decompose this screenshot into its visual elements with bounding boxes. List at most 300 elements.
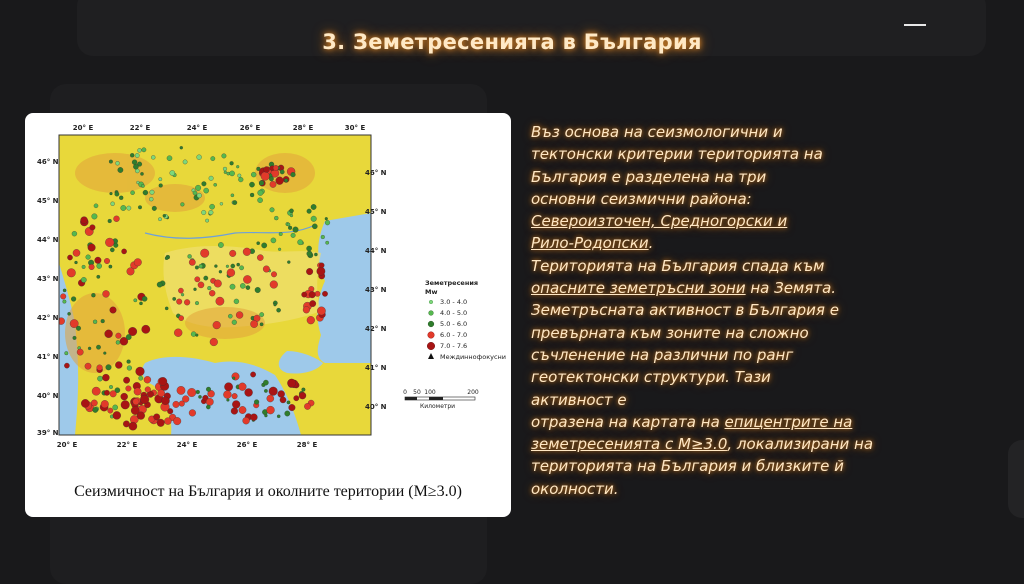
earthquake-dot — [299, 392, 306, 399]
seismicity-map — [25, 113, 511, 453]
earthquake-dot — [140, 395, 149, 404]
text-line — [531, 232, 951, 254]
earthquake-dot — [223, 167, 227, 171]
earthquake-dot — [243, 275, 251, 283]
earthquake-dot — [173, 417, 181, 425]
earthquake-dot — [181, 203, 185, 207]
earthquake-dot — [224, 383, 232, 391]
earthquake-dot — [311, 216, 317, 222]
earthquake-dot — [101, 400, 109, 408]
legend-label: 5.0 - 6.0 — [440, 320, 468, 328]
earthquake-dot — [134, 388, 141, 395]
earthquake-dot — [276, 177, 284, 185]
earthquake-dot — [178, 288, 183, 293]
earthquake-dot — [115, 362, 122, 369]
earthquake-dot — [307, 246, 312, 251]
earthquake-dot — [214, 265, 217, 268]
earthquake-dot — [258, 198, 263, 203]
earthquake-dot — [129, 422, 137, 430]
earthquake-dot — [267, 406, 275, 414]
earthquake-dot — [139, 376, 143, 380]
earthquake-dot — [109, 265, 112, 268]
earthquake-dot — [302, 292, 307, 297]
earthquake-dot — [135, 153, 139, 157]
earthquake-dot — [274, 303, 277, 306]
legend-label: 3.0 - 4.0 — [440, 298, 468, 306]
earthquake-dot — [114, 216, 120, 222]
lat-label-left: 44° N — [37, 236, 59, 244]
lon-label-top: 22° E — [129, 124, 151, 132]
lon-label-bottom: 24° E — [176, 441, 198, 449]
lat-label-right: 40° N — [365, 403, 387, 411]
earthquake-dot — [131, 191, 135, 195]
lat-label-left: 43° N — [37, 275, 59, 283]
side-panel — [1008, 440, 1024, 518]
earthquake-dot — [263, 266, 270, 273]
lon-label-bottom: 26° E — [236, 441, 258, 449]
lat-label-right: 46° N — [365, 169, 387, 177]
rilo-rodopski-link[interactable]: Рило-Родопски — [531, 234, 649, 253]
earthquake-dot — [181, 293, 184, 296]
earthquake-dot — [189, 410, 196, 417]
earthquake-dot — [287, 401, 290, 404]
earthquake-dot — [234, 299, 239, 304]
earthquake-dot — [126, 386, 132, 392]
legend-marker — [427, 342, 435, 350]
earthquake-dot — [303, 306, 310, 313]
earthquake-dot — [159, 377, 167, 385]
earthquake-dot — [165, 257, 168, 260]
earthquake-dot — [287, 223, 290, 226]
earthquake-dot — [230, 171, 235, 176]
earthquake-dot — [110, 248, 114, 252]
earthquake-dot — [264, 414, 267, 417]
earthquake-dot — [226, 265, 229, 268]
earthquake-dot — [294, 396, 299, 401]
scale-tick: 100 — [424, 389, 436, 396]
lat-label-left: 40° N — [37, 392, 59, 400]
earthquake-dot — [260, 323, 263, 326]
earthquake-dot — [149, 197, 153, 201]
earthquake-dot — [132, 160, 137, 165]
earthquake-dot — [127, 360, 131, 364]
lat-label-right: 42° N — [365, 325, 387, 333]
earthquake-dot — [143, 190, 148, 195]
earthquake-dot — [159, 178, 162, 181]
earthquake-dot — [73, 336, 77, 340]
earthquake-dot — [108, 219, 112, 223]
lat-label-right: 43° N — [365, 286, 387, 294]
earthquake-dot — [197, 155, 202, 160]
earthquake-dot — [159, 184, 163, 188]
earthquake-dot — [311, 204, 316, 209]
body-text — [531, 121, 951, 500]
earthquake-dot — [213, 321, 221, 329]
earthquake-dot — [105, 330, 113, 338]
text-line — [531, 277, 951, 299]
earthquake-dot — [144, 376, 151, 383]
earthquake-dot — [63, 300, 67, 304]
earthquake-dot — [240, 283, 245, 288]
lon-label-top: 20° E — [72, 124, 94, 132]
earthquake-dot — [306, 268, 313, 275]
earthquake-dot — [257, 242, 260, 245]
earthquake-dot — [75, 261, 78, 264]
text-line: тектонски критерии територията на — [531, 145, 823, 164]
earthquake-dot — [142, 296, 147, 301]
earthquake-dot — [325, 217, 328, 220]
earthquake-dot — [96, 345, 100, 349]
earthquake-dot — [280, 397, 286, 403]
earthquake-dot — [280, 170, 284, 174]
earthquake-dot — [325, 220, 330, 225]
earthquake-dot — [161, 397, 169, 405]
earthquake-dot — [90, 225, 96, 231]
earthquake-dot — [290, 214, 293, 217]
earthquake-dot — [86, 255, 91, 260]
earthquake-dot — [142, 325, 150, 333]
earthquake-dot — [77, 349, 83, 355]
earthquake-dot — [88, 347, 91, 350]
earthquake-dot — [121, 393, 128, 400]
earthquake-dot — [81, 277, 86, 282]
earthquake-dot — [72, 231, 77, 236]
earthquake-dot — [271, 272, 277, 278]
text-line: Територията на България спада към — [531, 256, 825, 275]
earthquake-dot — [67, 255, 72, 260]
earthquake-dot — [71, 297, 76, 302]
earthquake-dot — [322, 291, 327, 296]
earthquake-dot — [270, 181, 276, 187]
lon-label-bottom: 28° E — [296, 441, 318, 449]
earthquake-dot — [255, 287, 261, 293]
earthquake-dot — [67, 269, 76, 278]
earthquake-dot — [130, 153, 134, 157]
earthquake-dot — [104, 390, 109, 395]
earthquake-dot — [142, 148, 146, 152]
earthquake-dot — [123, 421, 129, 427]
earthquake-dot — [239, 266, 243, 270]
earthquake-dot — [97, 275, 100, 278]
dangerous-zones-link[interactable]: опасните земетръсни зони — [531, 279, 746, 298]
text-line: превърната към зоните на сложно — [531, 323, 809, 342]
earthquake-dot — [138, 148, 142, 152]
earthquake-dot — [199, 264, 203, 268]
earthquake-dot — [65, 351, 69, 355]
earthquake-dot — [277, 308, 281, 312]
earthquake-dot — [195, 185, 201, 191]
earthquake-dot — [167, 156, 172, 161]
earthquake-dot — [138, 206, 142, 210]
earthquake-dot — [237, 263, 240, 266]
legend-label: Междиннофокусни — [440, 353, 507, 361]
earthquake-dot — [289, 209, 293, 213]
earthquake-dot — [127, 366, 132, 371]
earthquake-dot — [158, 390, 165, 397]
earthquake-dot — [267, 395, 274, 402]
earthquake-dot — [81, 217, 88, 224]
earthquake-dot — [201, 210, 206, 215]
earthquake-dot — [63, 289, 66, 292]
earthquake-dot — [202, 182, 207, 187]
menu-icon[interactable] — [904, 24, 926, 26]
earthquake-dot — [232, 320, 237, 325]
earthquake-dot — [116, 333, 122, 339]
earthquake-dot — [150, 190, 155, 195]
earthquake-dot — [285, 411, 290, 416]
earthquake-dot — [259, 181, 264, 186]
earthquake-dot — [180, 146, 183, 149]
lon-label-top: 30° E — [344, 124, 366, 132]
earthquake-dot — [179, 401, 185, 407]
lon-label-top: 24° E — [186, 124, 208, 132]
earthquake-dot — [210, 338, 218, 346]
earthquake-dot — [277, 415, 280, 418]
lat-label-left: 45° N — [37, 197, 59, 205]
lon-label-bottom: 20° E — [56, 441, 78, 449]
earthquake-dot — [198, 282, 204, 288]
earthquake-dot — [116, 340, 120, 344]
earthquake-dot — [271, 238, 276, 243]
earthquake-dot — [108, 408, 113, 413]
earthquake-dot — [214, 183, 217, 186]
black-sea — [318, 213, 371, 363]
earthquakes-m3-link[interactable]: земетресенията с М≥3.0 — [531, 435, 728, 454]
earthquake-dot — [245, 389, 253, 397]
epicenters-link[interactable]: епицентрите на — [724, 412, 853, 431]
earthquake-dot — [262, 243, 267, 248]
earthquake-dot — [224, 171, 227, 174]
earthquake-dot — [136, 367, 145, 376]
earthquake-dot — [291, 172, 296, 177]
legend-marker — [429, 300, 433, 304]
earthquake-dot — [119, 196, 123, 200]
earthquake-dot — [269, 387, 278, 396]
legend-marker — [429, 311, 434, 316]
earthquake-dot — [238, 174, 242, 178]
earthquake-dot — [73, 249, 80, 256]
text-line: България е разделена на три — [531, 167, 767, 186]
earthquake-dot — [243, 417, 250, 424]
earthquake-dot — [206, 405, 210, 409]
lat-label-left: 42° N — [37, 314, 59, 322]
earthquake-dot — [134, 299, 137, 302]
earthquake-dot — [165, 307, 168, 310]
earthquake-dot — [97, 365, 103, 371]
earthquake-dot — [236, 165, 239, 168]
earthquake-dot — [122, 249, 127, 254]
earthquake-dot — [231, 408, 238, 415]
earthquake-dot — [228, 314, 232, 318]
earthquake-dot — [189, 259, 195, 265]
earthquake-dot — [104, 258, 110, 264]
earthquake-dot — [284, 179, 288, 183]
earthquake-dot — [250, 320, 257, 327]
earthquake-dot — [91, 400, 97, 406]
earthquake-dot — [141, 184, 144, 187]
earthquake-dot — [81, 399, 89, 407]
earthquake-dot — [233, 200, 237, 204]
earthquake-dot — [231, 264, 235, 268]
earthquake-dot — [258, 190, 264, 196]
earthquake-dot — [298, 240, 303, 245]
scale-tick: 50 — [413, 389, 421, 396]
legend-title: Земетресения — [425, 279, 479, 287]
earthquake-dot — [110, 307, 117, 314]
earthquake-dot — [103, 352, 106, 355]
text-line: основни сеизмични района: — [531, 189, 752, 208]
earthquake-dot — [200, 249, 209, 258]
seismic-regions-link[interactable]: Североизточен, Средногорски и — [531, 212, 788, 231]
earthquake-dot — [209, 290, 215, 296]
earthquake-dot — [279, 232, 283, 236]
earthquake-dot — [230, 161, 234, 165]
earthquake-dot — [250, 372, 255, 377]
earthquake-dot — [254, 400, 259, 405]
earthquake-dot — [238, 177, 243, 182]
earthquake-dot — [209, 176, 214, 181]
lat-label-left: 41° N — [37, 353, 59, 361]
earthquake-dot — [326, 241, 329, 244]
earthquake-dot — [317, 267, 325, 275]
earthquake-dot — [250, 414, 257, 421]
earthquake-dot — [219, 270, 222, 273]
earthquake-dot — [287, 379, 295, 387]
text-line: Въз основа на сеизмологични и — [531, 123, 783, 141]
scale-tick: 0 — [403, 389, 407, 396]
earthquake-dot — [194, 288, 197, 291]
earthquake-dot — [157, 419, 165, 427]
text-line: съчленение на различни по ранг — [531, 345, 794, 364]
earthquake-dot — [289, 404, 296, 411]
earthquake-dot — [314, 253, 317, 256]
earthquake-dot — [164, 418, 171, 425]
earthquake-dot — [197, 193, 202, 198]
earthquake-dot — [264, 389, 267, 392]
earthquake-dot — [116, 161, 120, 165]
earthquake-dot — [60, 294, 66, 300]
earthquake-dot — [206, 398, 213, 405]
text-line: Земетръсната активност в България е — [531, 301, 839, 320]
text-fragment: . — [648, 234, 654, 253]
earthquake-dot — [193, 191, 197, 195]
earthquake-dot — [246, 286, 250, 290]
earthquake-dot — [321, 235, 325, 239]
earthquake-dot — [214, 280, 222, 288]
earthquake-dot — [103, 290, 110, 297]
earthquake-dot — [113, 411, 121, 419]
earthquake-dot — [205, 219, 208, 222]
earthquake-dot — [121, 401, 130, 410]
earthquake-dot — [220, 202, 223, 205]
earthquake-dot — [177, 386, 185, 394]
earthquake-dot — [239, 406, 246, 413]
scale-unit: Километри — [420, 403, 456, 410]
earthquake-dot — [113, 405, 118, 410]
earthquake-dot — [232, 377, 235, 380]
earthquake-dot — [232, 401, 240, 409]
earthquake-dot — [302, 388, 306, 392]
lat-label-right: 45° N — [365, 208, 387, 216]
earthquake-dot — [293, 227, 299, 233]
lon-label-top: 28° E — [292, 124, 314, 132]
earthquake-dot — [249, 182, 254, 187]
earthquake-dot — [307, 316, 315, 324]
earthquake-dot — [92, 214, 98, 220]
scale-tick: 200 — [467, 389, 479, 396]
text-line — [531, 433, 951, 455]
earthquake-dot — [151, 155, 155, 159]
earthquake-dot — [236, 312, 243, 319]
earthquake-dot — [288, 226, 292, 230]
earthquake-dot — [216, 297, 224, 305]
earthquake-dot — [173, 297, 176, 300]
earthquake-dot — [114, 243, 119, 248]
earthquake-dot — [198, 395, 201, 398]
earthquake-dot — [204, 276, 208, 280]
legend-marker — [428, 353, 434, 359]
earthquake-dot — [123, 377, 129, 383]
earthquake-dot — [109, 160, 113, 164]
earthquake-dot — [68, 312, 71, 315]
earthquake-dot — [209, 210, 214, 215]
earthquake-dot — [174, 329, 182, 337]
scale-bar — [403, 389, 479, 410]
earthquake-dot — [310, 300, 316, 306]
earthquake-dot — [263, 380, 268, 385]
map-legend — [425, 279, 506, 361]
earthquake-dot — [257, 255, 263, 261]
earthquake-dot — [154, 414, 160, 420]
legend-marker — [428, 321, 434, 327]
earthquake-dot — [270, 281, 278, 289]
earthquake-dot — [89, 264, 95, 270]
earthquake-dot — [274, 216, 278, 220]
earthquake-dot — [230, 284, 235, 289]
earthquake-dot — [227, 269, 235, 277]
earthquake-dot — [251, 172, 256, 177]
earthquake-dot — [210, 204, 215, 209]
earthquake-dot — [105, 238, 114, 247]
lat-label-left: 46° N — [37, 158, 59, 166]
earthquake-dot — [152, 206, 157, 211]
earthquake-dot — [269, 177, 273, 181]
lon-label-bottom: 22° E — [116, 441, 138, 449]
earthquake-dot — [88, 244, 96, 252]
earthquake-dot — [109, 385, 113, 389]
earthquake-dot — [110, 192, 113, 195]
earthquake-dot — [195, 334, 198, 337]
earthquake-dot — [304, 403, 310, 409]
earthquake-dot — [102, 374, 109, 381]
earthquake-dot — [191, 332, 196, 337]
earthquake-dot — [95, 257, 102, 264]
earthquake-dot — [97, 376, 102, 381]
text-line: околности. — [531, 479, 619, 498]
text-line — [531, 411, 951, 433]
earthquake-dot — [106, 365, 112, 371]
earthquake-dot — [93, 407, 98, 412]
earthquake-dot — [94, 204, 98, 208]
earthquake-dot — [173, 401, 180, 408]
earthquake-dot — [287, 261, 290, 264]
lat-label-right: 44° N — [365, 247, 387, 255]
earthquake-dot — [131, 407, 139, 415]
legend-label: 4.0 - 5.0 — [440, 309, 468, 317]
earthquake-dot — [196, 390, 200, 394]
legend-label: 7.0 - 7.6 — [440, 342, 468, 350]
earthquake-dot — [127, 206, 131, 210]
